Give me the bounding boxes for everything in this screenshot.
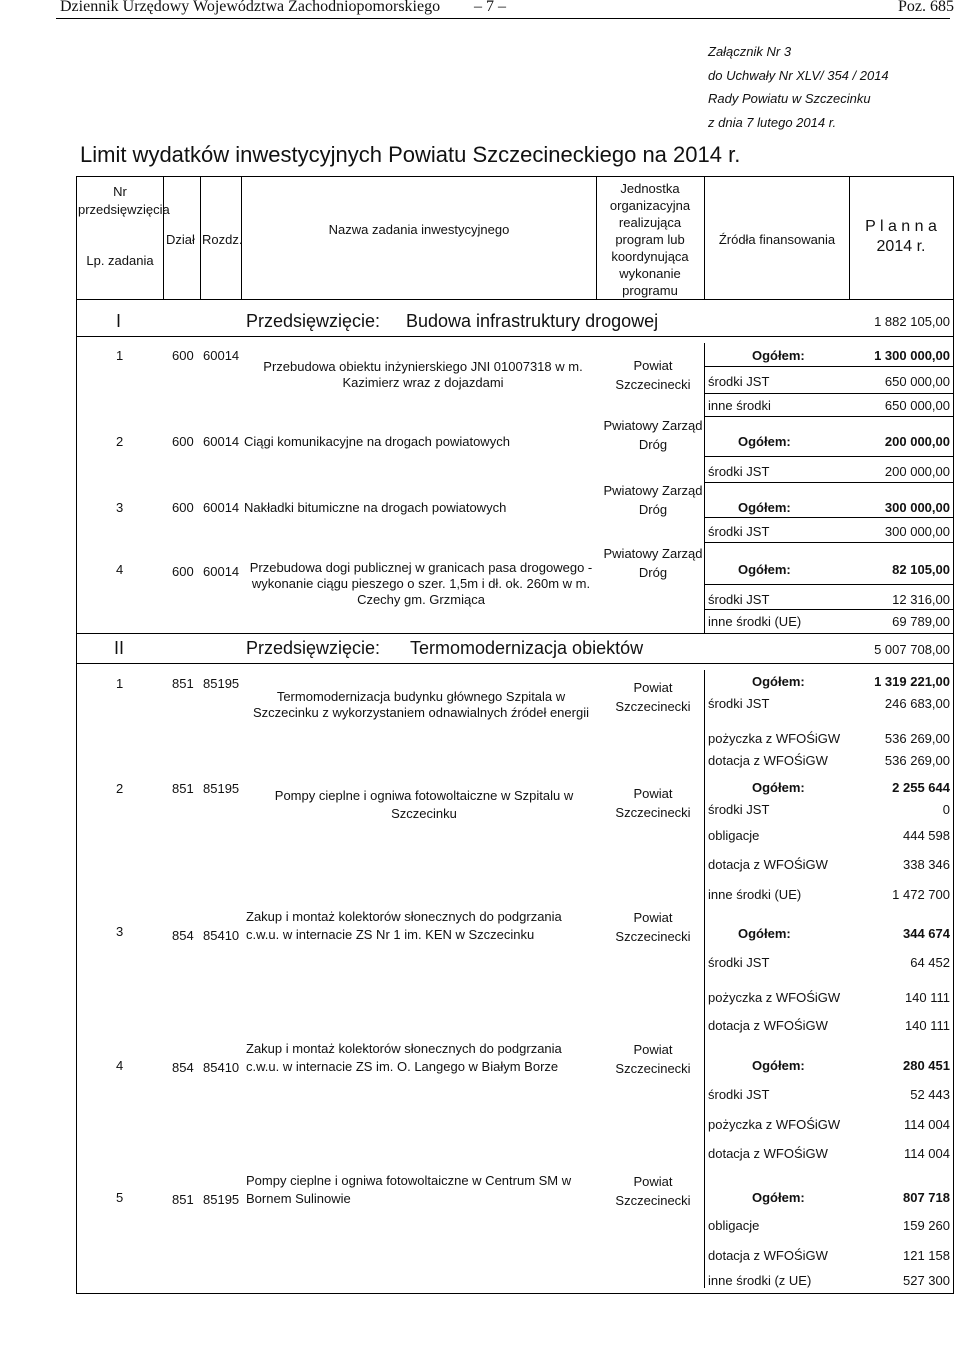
source-label: inne środki (708, 398, 771, 413)
task-name: Zakup i montaż kolektorów słonecznych do podgrzania c.w.u. w internacie ZS im. O. Langego w Białym Borze (246, 1041, 562, 1074)
section-1-total: 1 882 105,00 (874, 314, 950, 329)
source-amount: 1 319 221,00 (874, 674, 950, 689)
source-label: dotacja z WFOŚiGW (708, 1248, 828, 1263)
source-amount: 159 260 (903, 1218, 950, 1233)
task-dzial: 854 (172, 928, 194, 943)
col-header-rozdz: Rozdz. (202, 232, 243, 247)
row-divider (704, 416, 954, 417)
task-unit: Powiat Szczecinecki (615, 1042, 691, 1076)
col-divider (704, 343, 705, 633)
annex-line-4: z dnia 7 lutego 2014 r. (708, 115, 837, 130)
task-lp: 2 (116, 434, 124, 449)
task-rozdz: 85410 (203, 1060, 240, 1075)
task-name: Zakup i montaż kolektorów słonecznych do podgrzania c.w.u. w internacie ZS Nr 1 im. KEN w Szczecinku (246, 909, 562, 942)
section-1-label: Przedsięwzięcie: (246, 311, 381, 331)
source-label: Ogółem: (738, 434, 791, 449)
row-divider (704, 542, 954, 543)
source-amount: 807 718 (903, 1190, 950, 1205)
position-number: Poz. 685 (898, 0, 954, 15)
source-amount: 114 004 (903, 1117, 950, 1132)
task-name: Pompy cieplne i ogniwa fotowoltaiczne w Szpitalu w Szczecinku (274, 788, 574, 821)
source-amount: 200 000,00 (884, 464, 950, 479)
section-2-number: II (114, 638, 125, 658)
source-label: obligacje (708, 828, 760, 843)
task-dzial: 600 (172, 348, 194, 363)
source-amount: 1 472 700 (892, 887, 950, 902)
source-amount: 344 674 (903, 926, 950, 941)
source-amount: 2 255 644 (892, 780, 950, 795)
source-label: dotacja z WFOŚiGW (708, 753, 828, 768)
source-amount: 52 443 (910, 1087, 950, 1102)
annex-line-1: Załącznik Nr 3 (708, 44, 792, 59)
source-label: Ogółem: (738, 562, 791, 577)
col-divider (200, 176, 201, 300)
row-divider (704, 482, 954, 483)
source-label: środki JST (708, 802, 770, 817)
task-lp: 4 (116, 1058, 124, 1073)
source-label: środki JST (708, 374, 770, 389)
source-label: Ogółem: (738, 926, 791, 941)
source-amount: 64 452 (910, 955, 950, 970)
source-label: środki JST (708, 1087, 770, 1102)
task-rozdz: 85195 (203, 676, 240, 691)
source-label: środki JST (708, 464, 770, 479)
source-amount: 140 111 (904, 1018, 950, 1033)
section-1-number: I (116, 311, 122, 331)
source-label: środki JST (708, 696, 770, 711)
task-unit: Powiat Szczecinecki (615, 1174, 691, 1208)
section-2-top-divider (76, 633, 954, 634)
source-amount: 200 000,00 (884, 434, 950, 449)
task-rozdz: 60014 (203, 434, 240, 449)
task-rozdz: 60014 (203, 564, 240, 579)
col-header-plan-2: 2014 r. (876, 238, 926, 255)
row-divider (704, 609, 954, 610)
section-2-name: Termomodernizacja obiektów (410, 638, 644, 658)
task-dzial: 600 (172, 564, 194, 579)
source-amount: 1 300 000,00 (874, 348, 950, 363)
task-lp: 1 (116, 348, 124, 363)
source-amount: 527 300 (903, 1273, 950, 1288)
source-label: dotacja z WFOŚiGW (708, 1146, 828, 1161)
source-label: Ogółem: (752, 348, 805, 363)
col-header-dzial: Dział (166, 232, 195, 247)
section-2-label: Przedsięwzięcie: (246, 638, 381, 658)
section-2-total: 5 007 708,00 (874, 642, 950, 657)
col-divider (163, 176, 164, 300)
source-label: dotacja z WFOŚiGW (708, 857, 828, 872)
source-label: dotacja z WFOŚiGW (708, 1018, 828, 1033)
task-unit: Powiat Szczecinecki (615, 680, 691, 714)
source-label: pożyczka z WFOŚiGW (708, 731, 841, 746)
task-name: Nakładki bitumiczne na drogach powiatowych (244, 500, 507, 515)
task-lp: 2 (116, 781, 124, 796)
source-label: pożyczka z WFOŚiGW (708, 990, 841, 1005)
journal-title: Dziennik Urzędowy Województwa Zachodniopomorskiego (60, 0, 441, 15)
section-1-name: Budowa infrastruktury drogowej (406, 311, 659, 331)
source-label: Ogółem: (752, 1190, 805, 1205)
source-label: środki JST (708, 955, 770, 970)
source-label: Ogółem: (738, 500, 791, 515)
source-label: pożyczka z WFOŚiGW (708, 1117, 841, 1132)
col-header-nr: Nr przedsięwzięcia (78, 184, 170, 217)
task-lp: 1 (116, 676, 124, 691)
source-amount: 536 269,00 (884, 731, 950, 746)
task-lp: 4 (116, 562, 124, 577)
source-amount: 82 105,00 (892, 562, 950, 577)
source-label: inne środki (z UE) (708, 1273, 812, 1288)
task-unit: Pwiatowy Zarząd Dróg (603, 418, 703, 452)
source-amount: 444 598 (903, 828, 950, 843)
col-header-jednostka: Jednostka organizacyjna realizująca program lub koordynująca wykonanie programu (609, 181, 691, 298)
task-dzial: 854 (172, 1060, 194, 1075)
source-amount: 300 000,00 (884, 500, 950, 515)
task-dzial: 851 (172, 676, 194, 691)
source-label: środki JST (708, 524, 770, 539)
source-amount: 12 316,00 (892, 592, 950, 607)
task-rozdz: 85410 (203, 928, 240, 943)
section-2-divider (76, 663, 954, 664)
page-number: – 7 – (474, 0, 506, 15)
task-unit: Powiat Szczecinecki (615, 358, 691, 392)
task-name: Pompy cieplne i ogniwa fotowoltaiczne w Centrum SM w Bornem Sulinowie (246, 1173, 572, 1206)
row-divider (704, 393, 954, 394)
source-amount: 140 111 (904, 990, 950, 1005)
task-name: Przebudowa obiektu inżynierskiego JNI 01007318 w m. Kazimierz wraz z dojazdami (263, 359, 583, 390)
row-divider (704, 584, 954, 585)
task-rozdz: 85195 (203, 781, 240, 796)
source-amount: 650 000,00 (884, 398, 950, 413)
task-unit: Pwiatowy Zarząd Dróg (603, 546, 703, 580)
source-amount: 246 683,00 (884, 696, 950, 711)
section-1-divider (76, 336, 954, 337)
annex-line-2: do Uchwały Nr XLV/ 354 / 2014 (708, 68, 889, 83)
task-name: Przebudowa dogi publicznej w granicach pasa drogowego - wykonanie ciągu pieszego o szer. 1,5m i dł. ok. 260m w m. Czechy gm. Grzmiąca (249, 560, 593, 607)
task-unit: Pwiatowy Zarząd Dróg (603, 483, 703, 517)
row-divider (704, 517, 954, 518)
annex-line-3: Rady Powiatu w Szczecinku (708, 91, 871, 106)
task-unit: Powiat Szczecinecki (615, 786, 691, 820)
source-label: Ogółem: (752, 674, 805, 689)
col-header-nazwa: Nazwa zadania inwestycyjnego (328, 222, 510, 237)
task-rozdz: 85195 (203, 1192, 240, 1207)
col-header-lp: Lp. zadania (86, 253, 154, 268)
source-label: obligacje (708, 1218, 760, 1233)
source-label: inne środki (UE) (708, 887, 802, 902)
source-label: inne środki (UE) (708, 614, 802, 629)
source-amount: 69 789,00 (892, 614, 950, 629)
source-amount: 536 269,00 (884, 753, 950, 768)
source-amount: 0 (942, 802, 950, 817)
source-amount: 300 000,00 (884, 524, 950, 539)
task-dzial: 600 (172, 434, 194, 449)
source-amount: 280 451 (903, 1058, 950, 1073)
source-label: Ogółem: (752, 1058, 805, 1073)
row-divider (704, 366, 954, 367)
col-divider (596, 176, 597, 300)
document-title: Limit wydatków inwestycyjnych Powiatu Szczecineckiego na 2014 r. (80, 142, 741, 167)
source-amount: 121 158 (903, 1248, 950, 1263)
source-amount: 114 004 (903, 1146, 950, 1161)
col-header-plan-1: P l a n n a (865, 218, 937, 235)
source-label: Ogółem: (752, 780, 805, 795)
task-lp: 3 (116, 500, 124, 515)
task-name: Termomodernizacja budynku głównego Szpitala w Szczecinku z wykorzystaniem odnawialnych źródeł energii (253, 689, 589, 720)
task-dzial: 851 (172, 781, 194, 796)
task-unit: Powiat Szczecinecki (615, 910, 691, 944)
header-divider (76, 299, 954, 300)
source-amount: 650 000,00 (884, 374, 950, 389)
task-rozdz: 60014 (203, 348, 240, 363)
col-header-zrodla: Źródła finansowania (718, 232, 836, 247)
task-name: Ciągi komunikacyjne na drogach powiatowych (244, 434, 510, 449)
task-lp: 3 (116, 924, 124, 939)
source-amount: 338 346 (903, 857, 950, 872)
source-label: środki JST (708, 592, 770, 607)
row-divider (704, 456, 954, 457)
task-lp: 5 (116, 1190, 124, 1205)
task-dzial: 851 (172, 1192, 194, 1207)
task-dzial: 600 (172, 500, 194, 515)
task-rozdz: 60014 (203, 500, 240, 515)
col-divider (704, 670, 705, 1288)
